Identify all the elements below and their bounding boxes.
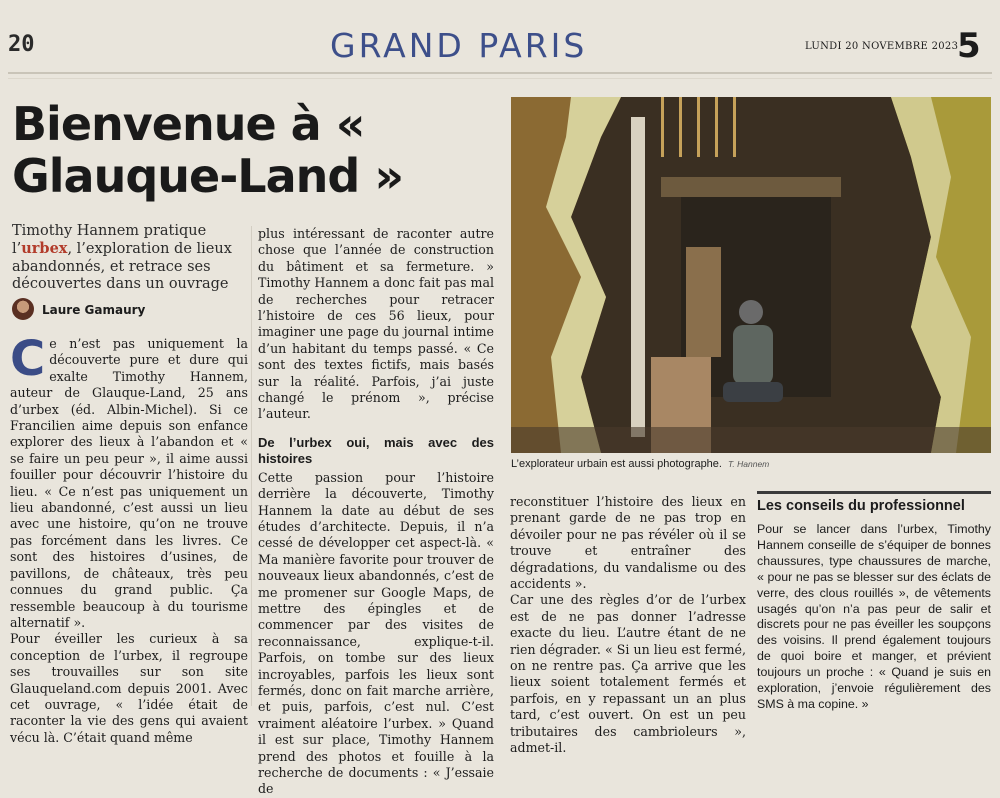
- paragraph-5: reconstituer l’histoire des lieux en prenant garde de ne pas trop en dévoiler pour ne pas révéler où il se trouve et entraîner des dégradations, du vandalisme ou des accidents ».: [510, 494, 746, 592]
- header-rule: [8, 72, 992, 74]
- column-2: [258, 226, 494, 798]
- issue-date: LUNDI 20 NOVEMBRE 2023: [805, 41, 959, 52]
- page-number-right: 5: [957, 26, 981, 66]
- column-1: [10, 331, 248, 746]
- lead-end: , l’exploration de lieux abandonnés, et retrace ses découvertes dans un ouvrage: [12, 241, 232, 292]
- urban-explorer-photo: [511, 97, 991, 453]
- author-avatar: [12, 298, 34, 320]
- drop-cap: C: [10, 331, 46, 387]
- section-title: GRAND PARIS: [330, 26, 588, 65]
- sidebar-rule: [757, 491, 991, 494]
- article-lead: [12, 223, 248, 293]
- subheading: De l’urbex oui, mais avec des histoires: [258, 434, 494, 467]
- sidebar-title: Les conseils du professionnel: [757, 498, 965, 514]
- header-rule-secondary: [8, 78, 992, 79]
- article-title: Bienvenue à « Glauque-Land »: [12, 97, 404, 203]
- author-name: Laure Gamaury: [42, 303, 146, 317]
- paragraph-6: Car une des règles d’or de l’urbex est de ne pas donner l’adresse exacte du lieu. L’autre étant de ne rien dégrader. « Si un lieu est fermé, on ne rentre pas. Ça arrive que les lieux soient totalement fermés et parfois, en y repassant un an plus tard, c’est ouvert. On est un peu tributaires des cambrioleurs », admet-il.: [510, 592, 746, 756]
- article-photo: [511, 97, 991, 453]
- caption-text: L’explorateur urbain est aussi photographe.: [511, 458, 722, 470]
- lead-start: Timothy Hannem pratique l’: [12, 223, 207, 258]
- column-3: [510, 494, 746, 757]
- paragraph-3: plus intéressant de raconter autre chose que l’année de construction du bâtiment et sa fermeture. » Timothy Hannem a donc fait pas mal de recherches pour retracer l’histoire de ces 56 lieux, pour imaginer une page du journal intime d’un habitant du temps passé. « Ce sont des textes fictifs, mais basés sur la réalité. Parfois, j’ai juste changé le prénom », précise l’auteur.: [258, 226, 494, 422]
- paragraph-2: Pour éveiller les curieux à sa conception de l’urbex, il regroupe ses trouvailles sur son site Glauqueland.com depuis 2001. Avec cet ouvrage, « l’idée était de raconter la vie des gens qui avaient vécu là. C’était quand même: [10, 631, 248, 745]
- sidebar-text: Pour se lancer dans l’urbex, Timothy Hannem conseille de s’équiper de bonnes chaussures, type chaussures de marche, « pour ne pas se blesser sur des éclats de verre, des clous rouillés », de vêtements usagés qu’on n’a pas peur de salir et discrets pour ne pas éveiller les soupçons des voisins. Il prend également toujours de quoi boire et manger, et prévient toujours un proche : « Quand je suis en exploration, j’envoie régulièrement des SMS à ma copine. »: [757, 522, 991, 711]
- byline: [12, 298, 248, 324]
- paragraph-1-text: e n’est pas uniquement la découverte pure et dure qui exalte Timothy Hannem, auteur de Glauque-Land, 25 ans d’urbex (éd. Albin-Michel). Si ce Francilien aime depuis son enfance explorer des lieux à l’abandon et « se faire un peu peur », il aime aussi fouiller pour découvrir l’histoire du lieu. « Ce n’est pas uniquement un lieu abandonné, c’est aussi un lieu avec une histoire, qu’on ne trouve pas forcément dans les livres. Ce sont des histoires d’usines, de pavillons, de châteaux, très peu connues du grand public. Ça ressemble beaucoup à du tourisme alternatif ».: [10, 336, 248, 630]
- lead-highlight: urbex: [21, 240, 68, 258]
- photo-credit: T. Hannem: [727, 459, 770, 469]
- photo-caption: [511, 458, 991, 470]
- paragraph-1: [10, 331, 248, 631]
- paragraph-4: Cette passion pour l’histoire derrière la découverte, Timothy Hannem la date au début de ses études d’architecte. Depuis, il n’a cessé de développer cet aspect-là. « Ma manière favorite pour trouver de nouveaux lieux abandonnés, c’est de me promener sur Google Maps, de mettre des épingles et de commencer par des visites de reconnaissance, explique-t-il. Parfois, on tombe sur des lieux incroyables, parfois les lieux sont fermés, donc on fait marche arrière, et puis, parfois, c’est nul. C’est vraiment aléatoire l’urbex. » Quand il est sur place, Timothy Hannem prend des photos et fouille à la recherche de documents : « J’essaie de: [258, 469, 494, 797]
- column-divider: [251, 226, 252, 706]
- page-number-left: 20: [8, 32, 35, 57]
